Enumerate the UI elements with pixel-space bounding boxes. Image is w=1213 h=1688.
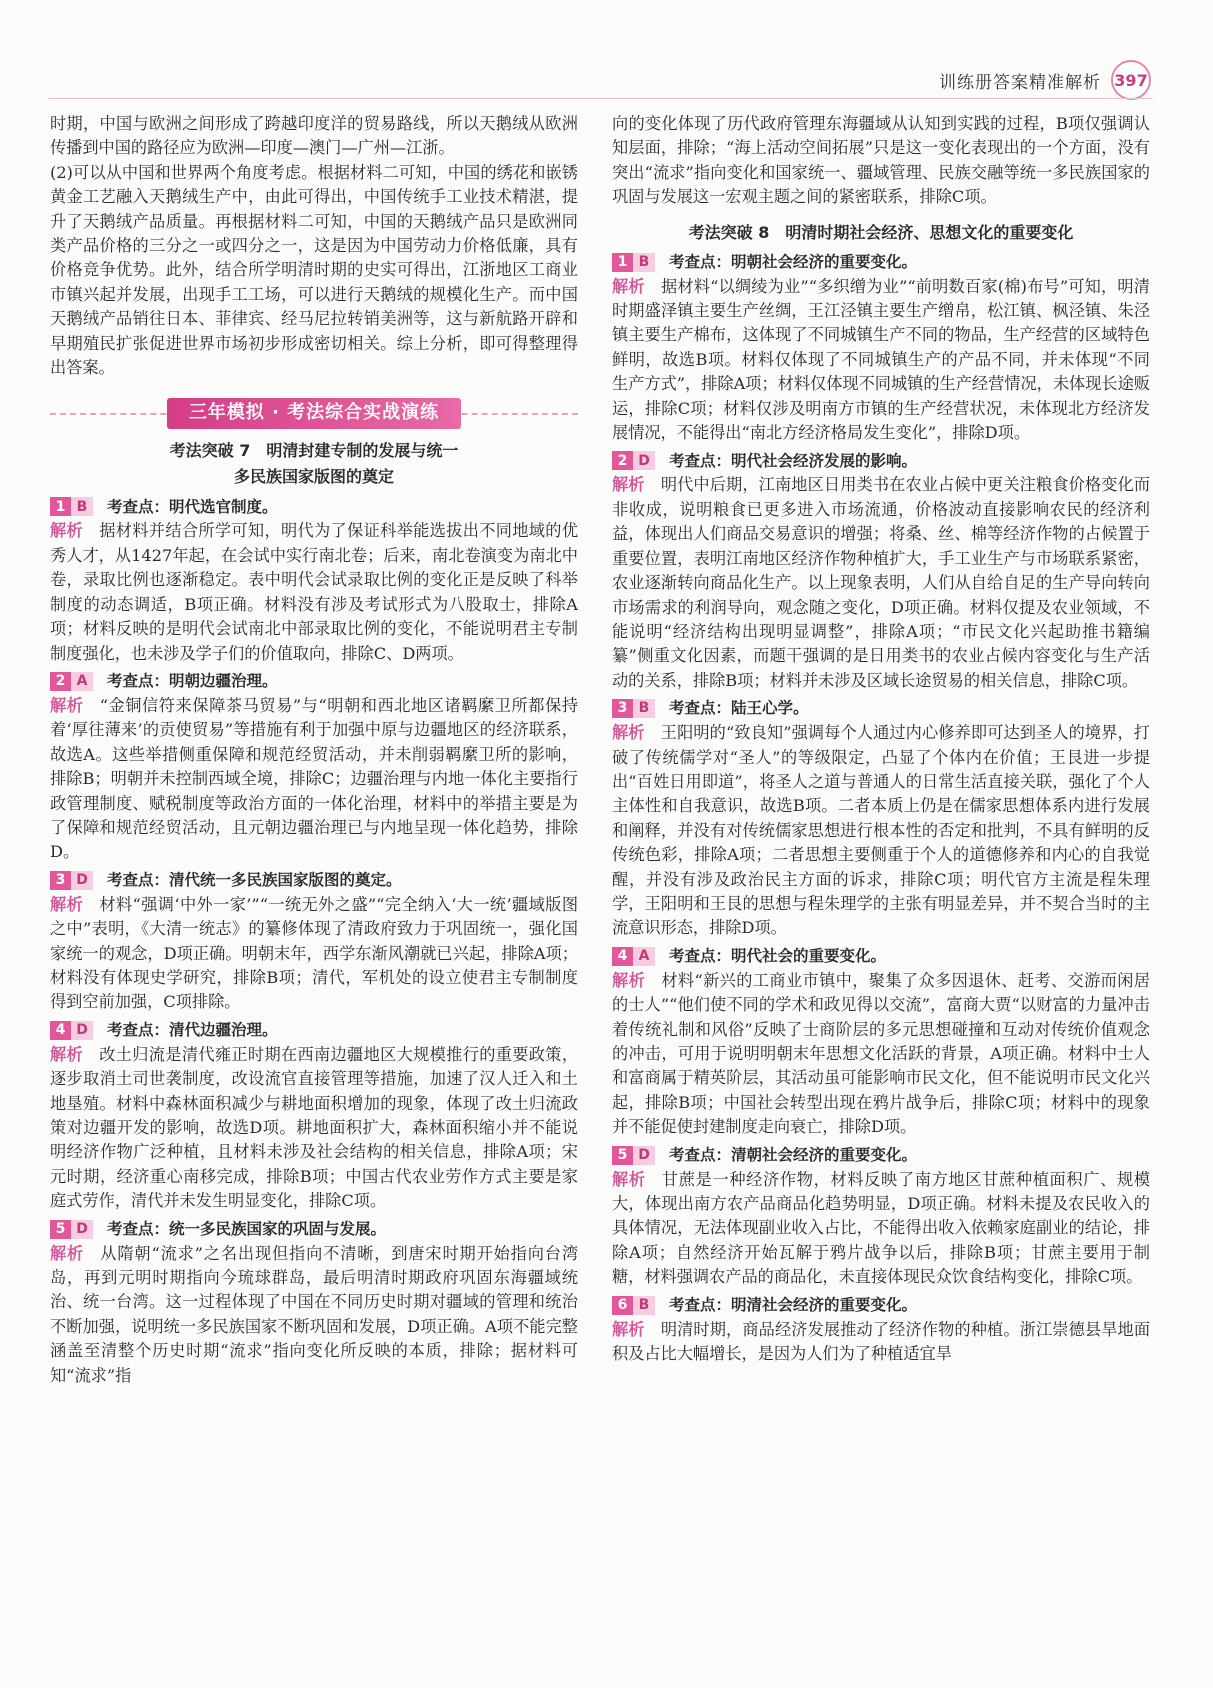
answer-badge <box>50 1220 93 1239</box>
answer-item <box>612 696 1150 941</box>
answer-item <box>612 250 1150 446</box>
answer-header <box>612 696 1150 721</box>
question-number: 6 <box>612 1296 633 1315</box>
section-title: 考法突破 8 明清时期社会经济、思想文化的重要变化 <box>688 222 1074 242</box>
analysis-text: 材料“新兴的工商业市镇中，聚集了众多因退休、赶考、交游而闲居的士人”“他们使不同的学术和政见得以交流”，富商大贾“以财富的力量冲击着传统礼制和风俗”反映了士商阶层的多元思想碰撞和互动对传统价值观念的冲击，可用于说明明朝末年思想文化活跃的背景，A项正确。材料中士人和富商属于精英阶层，其活动虽可能影响市民文化，但不能说明市民文化兴起，排除B项；中国社会转型出现在鸦片战争后，排除C项；材料中的现象并不能促使封建制度走向衰亡，排除D项。 <box>612 970 1151 1137</box>
exam-point: 考查点：清代统一多民族国家版图的奠定。 <box>107 871 402 890</box>
answer-badge <box>50 1021 93 1040</box>
exam-point: 考查点：明代选官制度。 <box>107 497 278 516</box>
analysis-label: 解析 <box>612 723 645 743</box>
answer-letter: B <box>633 253 655 272</box>
exam-point: 考查点：清朝社会经济的重要变化。 <box>669 1145 918 1164</box>
answer-header <box>612 1143 1150 1168</box>
analysis-text: 甘蔗是一种经济作物，材料反映了南方地区甘蔗种植面积广、规模大，体现出南方农产品商品化趋势明显，D项正确。材料未提及农民收入的具体情况，无法体现副业收入占比，不能得出收入依赖家庭副业的结论，排除A项；自然经济开始瓦解于鸦片战争以后，排除B项；甘蔗主要用于制糖，材料强调农产品的商品化，未直接体现民众饮食结构变化，排除C项。 <box>612 1169 1151 1287</box>
exam-point: 考查点：陆王心学。 <box>669 699 809 718</box>
answer-letter: B <box>633 1296 655 1315</box>
exam-point: 考查点：明朝社会经济的重要变化。 <box>669 252 918 271</box>
answer-header <box>50 1217 578 1242</box>
answer-header <box>50 669 578 694</box>
analysis-label: 解析 <box>50 1243 85 1263</box>
analysis-text: 改土归流是清代雍正时期在西南边疆地区大规模推行的重要政策，逐步取消土司世袭制度，改设流官直接管理等措施，加速了汉人迁入和土地垦殖。材料中森林面积减少与耕地面积增加的现象，体现了改土归流政策对边疆开发的影响，故选D项。耕地面积扩大，森林面积缩小并不能说明经济作物广泛种植，且材料未涉及社会结构的相关信息，排除A项；宋元时期，经济重心南移完成，排除B项；中国古代农业劳作方式主要是家庭式劳作，清代并未发生明显变化，排除C项。 <box>50 1044 579 1211</box>
analysis-label: 解析 <box>612 970 646 990</box>
answer-letter: D <box>71 871 93 890</box>
right-column <box>612 112 1150 1366</box>
answer-badge <box>612 947 655 966</box>
analysis-label: 解析 <box>50 894 84 914</box>
exam-point: 考查点：明代社会的重要变化。 <box>669 947 887 966</box>
analysis-label: 解析 <box>50 695 84 715</box>
answer-letter: B <box>71 497 93 516</box>
answer-item <box>50 669 578 865</box>
answer-badge <box>612 699 655 718</box>
exam-point: 考查点：统一多民族国家的巩固与发展。 <box>107 1219 387 1238</box>
continuation-paragraph: (2)可以从中国和世界两个角度考虑。根据材料二可知，中国的绣花和嵌锈黄金工艺融入天鹅绒生产中，由此可得出，中国传统手工业技术精湛，提升了天鹅绒产品质量。再根据材料二可知，中国的天鹅绒产品只是欧洲同类产品价格的三分之一或四分之一，这是因为中国劳动力价格低廉，具有价格竞争优势。此外，结合所学明清时期的史实可得出，江浙地区工商业市镇兴起并发展，出现手工工场，可以进行天鹅绒的规模化生产。而中国天鹅绒产品销往日本、菲律宾、经马尼拉转销美洲等，这与新航路开辟和早期殖民扩张促进世界市场初步形成密切相关。综上分析，即可得整理得出答案。 <box>50 162 578 378</box>
question-number: 3 <box>612 699 633 718</box>
left-column <box>50 112 578 1388</box>
banner-label: 三年模拟 · 考法综合实战演练 <box>167 398 461 428</box>
answer-item <box>612 944 1150 1140</box>
exam-point: 考查点：清代边疆治理。 <box>107 1021 278 1040</box>
continuation-paragraph: 时期，中国与欧洲之间形成了跨越印度洋的贸易路线，所以天鹅绒从欧洲传播到中国的路径应为欧洲—印度—澳门—广州—江浙。 <box>50 114 578 158</box>
exam-point: 考查点：明清社会经济的重要变化。 <box>669 1295 918 1314</box>
analysis-label: 解析 <box>50 1044 84 1064</box>
answer-item <box>50 868 578 1015</box>
exam-point: 考查点：明代社会经济发展的影响。 <box>669 451 918 470</box>
section-title-line: 考法突破 7 明清封建专制的发展与统一 <box>169 441 459 461</box>
answer-header <box>50 868 578 893</box>
analysis-text: 据材料“以绸绫为业”“多织缯为业”“前明数百家(棉)布号”可知，明清时期盛泽镇主要生产丝绸，王江泾镇主要生产缯帛，松江镇、枫泾镇、朱泾镇主要生产棉布，这体现了不同城镇生产不同的物品，生产经营的区域特色鲜明，故选B项。材料仅体现了不同城镇生产的产品不同，并未体现“不同生产方式”，排除A项；材料仅体现不同城镇的生产经营情况，未体现长途贩运，排除C项；材料仅涉及明南方市镇的生产经营状况，未体现北方经济发展情况，不能得出“南北方经济格局发生变化”，排除D项。 <box>612 276 1150 443</box>
question-number: 5 <box>612 1146 633 1165</box>
answer-badge <box>612 451 655 470</box>
answer-item <box>50 1018 578 1214</box>
analysis-text: 明代中后期，江南地区日用类书在农业占候中更关注粮食价格变化而非收成，说明粮食已更多进入市场流通，价格波动直接影响农民的经济利益，体现出人们商品交易意识的增强；将桑、丝、棉等经济作物的占候置于重要位置，表明江南地区经济作物种植扩大，手工业生产与市场联系紧密，农业逐渐转向商品化生产。以上现象表明，人们从自给自足的生产导向转向市场需求的利润导向，观念随之变化，D项正确。材料仅提及农业领域，不能说明“经济结构出现明显调整”，排除A项；“市民文化兴起助推书籍编纂”侧重文化因素，而题干强调的是日用类书的农业占候内容变化与生产活动的关系，排除B项；材料并未涉及区域长途贸易的相关信息，排除C项。 <box>612 475 1151 690</box>
analysis-text: “金铜信符来保障茶马贸易”与“明朝和西北地区诸羁縻卫所都保持着‘厚往薄来’的贡使贸易”等措施有利于加强中原与边疆地区的经济联系，故选A。这些举措侧重保障和规范经贸活动，并未削弱羁縻卫所的影响，排除B；明朝并未控制西域全境，排除C；边疆治理与内地一体化主要指行政管理制度、赋税制度等政治方面的一体化治理，材料中的举措主要是为了保障和规范经贸活动，且元朝边疆治理已与内地呈现一体化趋势，排除D。 <box>50 695 579 862</box>
answer-letter: A <box>633 947 655 966</box>
analysis-text: 从隋朝“流求”之名出现但指向不清晰，到唐宋时期开始指向台湾岛，再到元明时期指向今琉球群岛，最后明清时期政府巩固东海疆域统治、统一台湾。这一过程体现了中国在不同历史时期对疆域的管理和统治不断加强，说明统一多民族国家不断巩固和发展，D项正确。A项不能完整涵盖至清整个历史时期“流求”指向变化所反映的本质，排除；据材料可知“流求”指 <box>50 1243 579 1385</box>
answer-badge <box>612 1146 655 1165</box>
analysis-label: 解析 <box>50 521 84 541</box>
answer-item <box>612 1143 1150 1290</box>
header-divider <box>48 98 1153 99</box>
analysis-label: 解析 <box>612 475 645 495</box>
answer-badge <box>50 672 93 691</box>
answer-letter: D <box>633 451 655 470</box>
question-number: 3 <box>50 871 71 890</box>
answer-letter: D <box>71 1021 93 1040</box>
page-number: 397 <box>1111 60 1151 100</box>
answer-badge <box>612 1296 655 1315</box>
answer-header <box>612 448 1150 473</box>
question-number: 4 <box>612 947 633 966</box>
analysis-text: 材料“强调‘中外一家’”“一统无外之盛”“完全纳入‘大一统’疆域版图之中”表明，《大清一统志》的纂修体现了清政府致力于巩固统一，强化国家统一的观念，D项正确。明朝末年，西学东渐风潮就已兴起，排除A项；材料没有体现史学研究，排除B项；清代，军机处的设立使君主专制制度得到空前加强，C项排除。 <box>50 894 579 1012</box>
analysis-text: 王阳明的“致良知”强调每个人通过内心修养即可达到圣人的境界，打破了传统儒学对“圣人”的等级限定，凸显了个体内在价值；王艮进一步提出“百姓日用即道”，将圣人之道与普通人的日常生活直接关联，强化了个人主体性和自我意识，故选B项。二者本质上仍是在儒家思想体系内进行发展和阐释，并没有对传统儒家思想进行根本性的否定和批判，不具有鲜明的反传统色彩，排除A项；二者思想主要侧重于个人的道德修养和内心的自我觉醒，并没有涉及政治民主方面的诉求，排除C项；明代官方主流是程朱理学，王阳明和王艮的思想与程朱理学的主张有明显差异，并不契合当时的主流意识形态，排除D项。 <box>612 723 1150 938</box>
analysis-label: 解析 <box>612 1169 646 1189</box>
answer-header <box>612 250 1150 275</box>
answer-letter: B <box>633 699 655 718</box>
answer-letter: A <box>71 672 93 691</box>
continuation-paragraph: 向的变化体现了历代政府管理东海疆域从认知到实践的过程，B项仅强调认知层面，排除；“海上活动空间拓展”只是这一变化表现出的一个方面，没有突出“流求”指向变化和国家统一、疆域管理、民族交融等统一多民族国家的巩固与发展这一宏观主题之间的紧密联系，排除C项。 <box>612 114 1150 207</box>
answer-item <box>50 1217 578 1388</box>
page-header <box>939 62 1151 98</box>
exam-point: 考查点：明朝边疆治理。 <box>107 672 278 691</box>
question-number: 4 <box>50 1021 71 1040</box>
answer-header <box>612 1293 1150 1318</box>
answer-badge <box>612 253 655 272</box>
answer-badge <box>50 871 93 890</box>
answer-header <box>50 1018 578 1043</box>
analysis-text: 明清时期，商品经济发展推动了经济作物的种植。浙江崇德县旱地面积及占比大幅增长，是因为人们为了种植适宜旱 <box>612 1319 1151 1364</box>
section-title <box>50 438 578 490</box>
question-number: 1 <box>612 253 633 272</box>
question-number: 2 <box>612 451 633 470</box>
analysis-label: 解析 <box>612 1319 645 1339</box>
answer-badge <box>50 497 93 516</box>
answer-item <box>612 1293 1150 1367</box>
answer-letter: D <box>633 1146 655 1165</box>
answer-letter: D <box>71 1220 93 1239</box>
section-banner <box>50 398 578 428</box>
answer-header <box>612 944 1150 969</box>
answer-item <box>612 448 1150 693</box>
section-title-line: 多民族国家版图的奠定 <box>233 467 394 487</box>
answer-item <box>50 494 578 665</box>
answer-header <box>50 494 578 519</box>
header-title: 训练册答案精准解析 <box>939 72 1101 93</box>
question-number: 5 <box>50 1220 71 1239</box>
question-number: 1 <box>50 497 71 516</box>
analysis-text: 据材料并结合所学可知，明代为了保证科举能选拔出不同地域的优秀人才，从1427年起，在会试中实行南北卷；后来，南北卷演变为南北中卷，录取比例也逐渐稳定。表中明代会试录取比例的变化正是反映了科举制度的动态调适，B项正确。材料没有涉及考试形式为八股取士，排除A项；材料反映的是明代会试南北中部录取比例的变化，不能说明君主专制制度强化，也未涉及学子们的价值取向，排除C、D两项。 <box>50 521 579 663</box>
analysis-label: 解析 <box>612 276 645 296</box>
question-number: 2 <box>50 672 71 691</box>
